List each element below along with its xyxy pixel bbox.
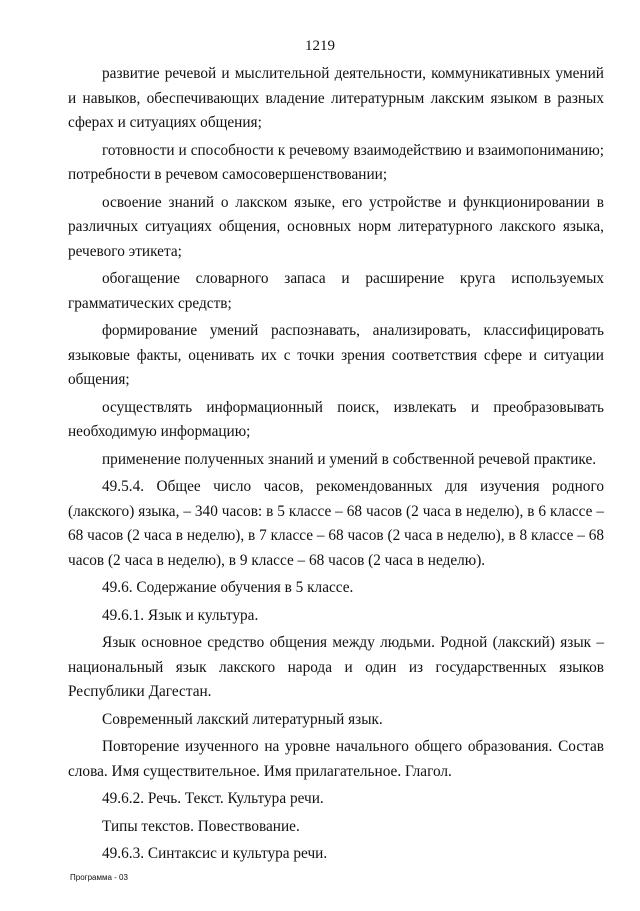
subsection-heading: 49.6.3. Синтаксис и культура речи. [102, 845, 328, 862]
paragraph: Повторение изученного на уровне начального общего образования. Состав слова. Имя существительное. Имя прилагательное. Глагол. [68, 738, 604, 780]
paragraph: Типы текстов. Повествование. [102, 817, 300, 835]
paragraph: развитие речевой и мыслительной деятельности, коммуникативных умений и навыков, обеспечивающих владение литературным лакским языком в разных сферах и ситуациях общения; [68, 65, 604, 131]
paragraph: применение полученных знаний и умений в собственной речевой практике. [102, 450, 597, 468]
paragraph: освоение знаний о лакском языке, его устройстве и функционировании в различных ситуациях общения, основных норм литературного лакского языка, речевого этикета; [68, 193, 604, 260]
paragraph: обогащение словарного запаса и расширение круга используемых грамматических средств; [68, 270, 604, 312]
paragraph: формирование умений распознавать, анализировать, классифицировать языковые факты, оценивать их с точки зрения соответствия сфере и ситуации общения; [68, 322, 604, 388]
subsection-heading: 49.6.1. Язык и культура. [102, 606, 259, 624]
paragraph: Язык основное средство общения между людьми. Родной (лакский) язык – национальный язык лакского народа и один из государственных языков Республики Дагестан. [68, 634, 604, 700]
paragraph: Современный лакский литературный язык. [102, 710, 383, 728]
paragraph-hours: 49.5.4. Общее число часов, рекомендованных для изучения родного (лакского) языка, – 340 часов: в 5 классе – 68 часов (2 часа в неделю), в 6 классе – 68 часов (2 часа в неделю), в 7 классе – 68 часов (2 часа в неделю), в 8 классе – 68 часов (2 часа в неделю), в 9 классе – 68 часов (2 часа в неделю). [68, 478, 604, 569]
paragraph: готовности и способности к речевому взаимодействию и взаимопониманию; потребности в речевом самосовершенствовании; [68, 141, 604, 183]
paragraph: осуществлять информационный поиск, извлекать и преобразовывать необходимую информацию; [68, 398, 604, 440]
document-body [68, 62, 604, 870]
subsection-heading: 49.6.2. Речь. Текст. Культура речи. [102, 790, 324, 807]
section-heading: 49.6. Содержание обучения в 5 классе. [102, 579, 354, 596]
page-number: 1219 [305, 38, 335, 54]
footer-program-code: Программа - 03 [70, 873, 128, 882]
